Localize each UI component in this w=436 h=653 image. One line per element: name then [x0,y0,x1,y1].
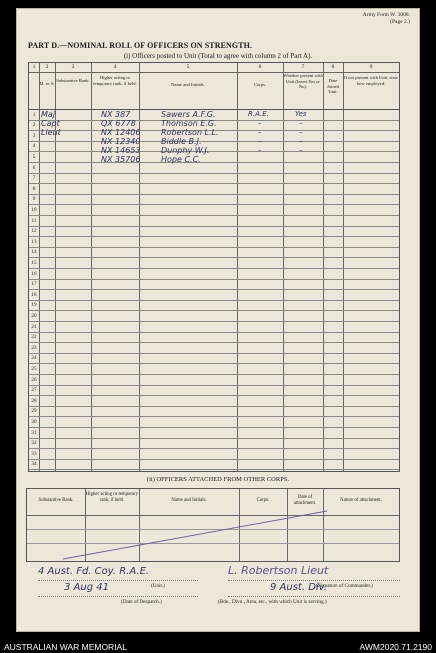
row-divider [29,215,399,216]
entry-corps: – [258,146,262,154]
row-divider [29,300,399,301]
entry-present: Yes [295,110,307,118]
form-reference [363,12,410,26]
entry-corps: – [258,128,262,136]
row-number: 19 [31,302,37,309]
row-divider [29,257,399,258]
header-m-or-s: M. or S. [39,81,55,86]
footer-rule [26,561,400,562]
row-number: 9 [32,196,36,203]
entry-rank: Capt [41,119,60,128]
col-number: 7 [301,64,305,70]
row-divider [29,406,399,407]
row-divider [29,173,399,174]
col-number: 8 [331,64,335,70]
col-number: 5 [186,64,190,70]
row-number: 28 [31,397,37,404]
row-number: 30 [31,418,37,425]
entry-name: Dunphy W.J. [161,146,210,155]
entry-number: NX 12340 [101,137,141,146]
formation-label: (Bde., Divn., Area, etc., with which Unit is serving.) [218,599,327,605]
row-number: 3 [32,132,36,139]
row-divider [29,395,399,396]
entry-corps: – [258,119,262,127]
row-divider [29,204,399,205]
row-number: 26 [31,376,37,383]
row-divider [29,236,399,237]
header-date-joined: Date Joined Unit. [327,78,339,95]
row-divider [29,289,399,290]
entry-present: – [299,128,303,136]
formation-handwritten: 9 Aust. Div. [270,582,327,593]
entry-name: Thomson E.G. [161,119,217,128]
col-number: 9 [369,64,373,70]
row-number: 21 [31,323,37,330]
row-divider [29,374,399,375]
archive-name: AUSTRALIAN WAR MEMORIAL [4,642,127,652]
signature-handwritten: L. Robertson Lieut [228,564,329,577]
entry-number: QX 6778 [101,119,136,128]
col-number: 3 [71,64,75,70]
row-number: 23 [31,344,37,351]
row-divider [29,332,399,333]
row-number: 14 [31,249,37,256]
row-number: 34 [31,461,37,468]
row-number: 12 [31,228,37,235]
unit-line [38,580,198,581]
row-number: 22 [31,334,37,341]
row-number: 33 [31,450,37,457]
entry-name: Biddle B.J. [161,137,202,146]
row-number: 11 [31,217,37,224]
t2-header-corps: Corps. [256,498,270,503]
row-number: 1 [32,111,36,118]
row-divider [29,363,399,364]
archive-reference: AWM2020.71.2190 [359,642,432,652]
date-handwritten: 3 Aug 41 [64,582,109,593]
row-divider [29,416,399,417]
row-divider [29,385,399,386]
entry-number: NX 14653 [101,146,141,155]
entry-name: Robertson L.L. [161,128,219,137]
section-2-title: (ii) OFFICERS ATTACHED FROM OTHER CORPS. [146,476,290,483]
row-divider [29,459,399,460]
col-number: 6 [258,64,262,70]
row-divider [29,247,399,248]
t2-header-date-attachment: Date of attachment. [293,495,317,506]
t2-header-nature: Nature of attachment. [340,498,382,503]
entry-number: NX 387 [101,110,131,119]
row-number: 29 [31,408,37,415]
header-name-initials: Name and Initials. [171,82,205,87]
row-divider [29,279,399,280]
entry-name: Sawers A.F.G. [161,110,216,119]
attached-officers-table [26,488,400,562]
header-corps: Corps. [253,82,267,87]
officers-on-strength-table [28,62,400,472]
header-present: Whether present with Unit (Insert Yes or No). [283,73,323,90]
row-divider [29,310,399,311]
entry-corps: – [258,137,262,145]
signature-line [228,580,400,581]
entry-present: – [299,146,303,154]
entry-number: NX 35706 [101,155,141,164]
entry-present: – [299,119,303,127]
entry-rank: Maj [41,110,56,119]
row-number: 15 [31,259,37,266]
date-line [38,596,198,597]
row-divider [29,141,399,142]
row-number: 25 [31,365,37,372]
row-divider [29,342,399,343]
archive-caption-bar [0,640,436,653]
row-divider [29,427,399,428]
col-number: 4 [113,64,117,70]
entry-name: Hope C.C. [161,155,201,164]
row-divider [29,151,399,152]
row-divider [29,448,399,449]
entry-corps: R.A.E. [248,110,269,118]
form-number: Army Form W. 3008. [362,12,410,18]
signature-label: (Signature of Commander.) [316,583,373,589]
row-number: 27 [31,387,37,394]
row-number: 18 [31,291,37,298]
t2-header-higher-rank: Higher acting or temporary rank, if held. [85,492,139,503]
row-number: 16 [31,270,37,277]
col-number: 1 [32,64,36,70]
form-page [16,8,420,632]
t2-header-name: Name and Initials. [171,498,207,503]
row-divider [29,438,399,439]
t2-header-substantive-rank: Substantive Rank. [38,498,74,503]
row-number: 2 [32,122,36,129]
header-how-employed: If not present with Unit, state how employed. [344,75,398,86]
row-divider [29,268,399,269]
row-divider [29,183,399,184]
row-number: 17 [31,281,37,288]
row-divider [29,469,399,470]
row-number: 32 [31,440,37,447]
row-number: 8 [32,185,36,192]
entry-present: – [299,137,303,145]
formation-line [228,596,400,597]
header-higher-rank: Higher acting or temporary rank, if held. [93,75,137,86]
entry-rank: Lieut [41,128,61,137]
row-number: 31 [31,429,37,436]
row-number: 6 [32,164,36,171]
row-number: 24 [31,355,37,362]
row-divider [29,321,399,322]
row-divider [29,353,399,354]
row-number: 10 [31,206,37,213]
unit-label: (Unit.) [151,583,165,589]
col-number: 2 [45,64,49,70]
row-divider [29,226,399,227]
date-label: (Date of Despatch.) [121,599,162,605]
row-number: 13 [31,238,37,245]
row-number: 7 [32,175,36,182]
page-number: (Page 2.) [390,19,410,25]
row-number: 20 [31,312,37,319]
row-divider [29,162,399,163]
row-number: 5 [32,153,36,160]
strike-through-line [27,489,399,561]
row-divider [29,194,399,195]
entry-number: NX 12406 [101,128,141,137]
part-title: PART D.—NOMINAL ROLL OF OFFICERS ON STRENGTH. [28,41,253,50]
header-substantive-rank: Substantive Rank. [56,78,90,83]
row-number: 4 [32,143,36,150]
section-1-title: (i) Officers posted to Unit (Total to agree with column 2 of Part A). [123,52,313,60]
unit-handwritten: 4 Aust. Fd. Coy. R.A.E. [38,566,150,577]
